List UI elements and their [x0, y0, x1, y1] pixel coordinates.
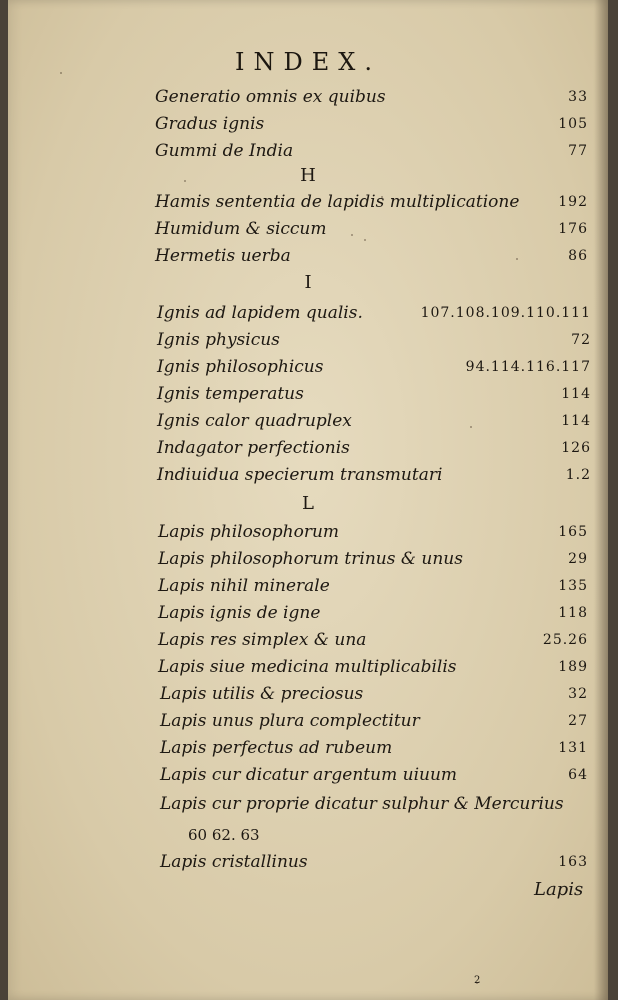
index-term: Lapis nihil minerale	[158, 576, 330, 596]
index-entry	[157, 462, 591, 488]
book-page	[8, 0, 608, 1000]
index-page: 107.108.109.110.111	[420, 305, 591, 321]
index-page: 33	[568, 89, 588, 105]
index-page: 105	[558, 116, 588, 132]
index-term: Ignis ad lapidem qualis.	[157, 303, 363, 323]
section-letter-i: I	[304, 272, 312, 293]
index-page: 94.114.116.117	[465, 359, 591, 375]
index-entry	[155, 111, 588, 137]
index-entry	[160, 708, 588, 734]
index-entry	[160, 762, 588, 788]
index-term: Lapis unus plura complectitur	[160, 711, 420, 731]
signature-mark: 2	[474, 975, 481, 986]
index-term: Hamis sententia de lapidis multiplicatione	[155, 192, 520, 212]
index-entry	[158, 573, 588, 599]
index-page: 86	[568, 248, 588, 264]
index-page: 77	[568, 143, 588, 159]
index-term: Lapis siue medicina multiplicabilis	[158, 657, 457, 677]
index-entry	[155, 216, 588, 242]
index-entry	[158, 600, 588, 626]
index-entry	[155, 189, 588, 215]
index-entry	[160, 735, 588, 761]
index-page: 72	[571, 332, 591, 348]
index-page: 27	[568, 713, 588, 729]
index-term: Ignis philosophicus	[157, 357, 324, 377]
index-entry	[160, 849, 588, 875]
index-term: Gummi de India	[155, 141, 294, 161]
index-continuation: 60 62. 63	[188, 826, 260, 844]
index-term: Indiuidua specierum transmutari	[157, 465, 443, 485]
index-entry	[158, 627, 588, 653]
index-entry	[157, 300, 591, 326]
index-entry	[158, 519, 588, 545]
index-entry	[157, 435, 591, 461]
index-term: Lapis cur dicatur argentum uiuum	[160, 765, 458, 785]
index-entry	[157, 408, 591, 434]
index-entry	[155, 84, 588, 110]
index-entry	[157, 381, 591, 407]
index-term: Lapis philosophorum	[158, 522, 340, 542]
index-term: Lapis perfectus ad rubeum	[160, 738, 393, 758]
index-term: Lapis cristallinus	[160, 852, 308, 872]
index-term: Lapis cur proprie dicatur sulphur & Mercurius	[160, 794, 564, 814]
section-letter-l: L	[302, 493, 314, 514]
index-entry	[160, 791, 596, 817]
index-term: Lapis res simplex & una	[158, 630, 367, 650]
section-letter-h: H	[300, 165, 316, 186]
index-page: 114	[561, 413, 591, 429]
index-page: 176	[558, 221, 588, 237]
index-term: Hermetis uerba	[155, 246, 291, 266]
catchword: Lapis	[534, 879, 584, 900]
index-page: 32	[568, 686, 588, 702]
index-term: Indagator perfectionis	[157, 438, 350, 458]
index-page: 163	[558, 854, 588, 870]
index-page: 29	[568, 551, 588, 567]
index-entry	[157, 327, 591, 353]
index-entry	[155, 138, 588, 164]
index-entry	[155, 243, 588, 269]
index-page: 189	[558, 659, 588, 675]
index-entry	[157, 354, 591, 380]
index-page: 131	[558, 740, 588, 756]
index-page: 64	[568, 767, 588, 783]
index-term: Ignis calor quadruplex	[157, 411, 352, 431]
index-entry	[160, 681, 588, 707]
index-page: 1.2	[565, 467, 591, 483]
index-entry	[158, 654, 588, 680]
index-page: 118	[558, 605, 588, 621]
index-term: Ignis temperatus	[157, 384, 304, 404]
page-header: INDEX.	[235, 48, 381, 76]
index-term: Generatio omnis ex quibus	[155, 87, 386, 107]
index-entry	[158, 546, 588, 572]
index-term: Lapis utilis & preciosus	[160, 684, 364, 704]
index-page: 165	[558, 524, 588, 540]
index-page: 135	[558, 578, 588, 594]
index-page: 25.26	[542, 632, 588, 648]
index-term: Ignis physicus	[157, 330, 280, 350]
index-term: Lapis ignis de igne	[158, 603, 321, 623]
index-page: 126	[561, 440, 591, 456]
index-term: Humidum & siccum	[155, 219, 327, 239]
index-page: 192	[558, 194, 588, 210]
index-term: Lapis philosophorum trinus & unus	[158, 549, 463, 569]
index-term: Gradus ignis	[155, 114, 265, 134]
index-page: 114	[561, 386, 591, 402]
